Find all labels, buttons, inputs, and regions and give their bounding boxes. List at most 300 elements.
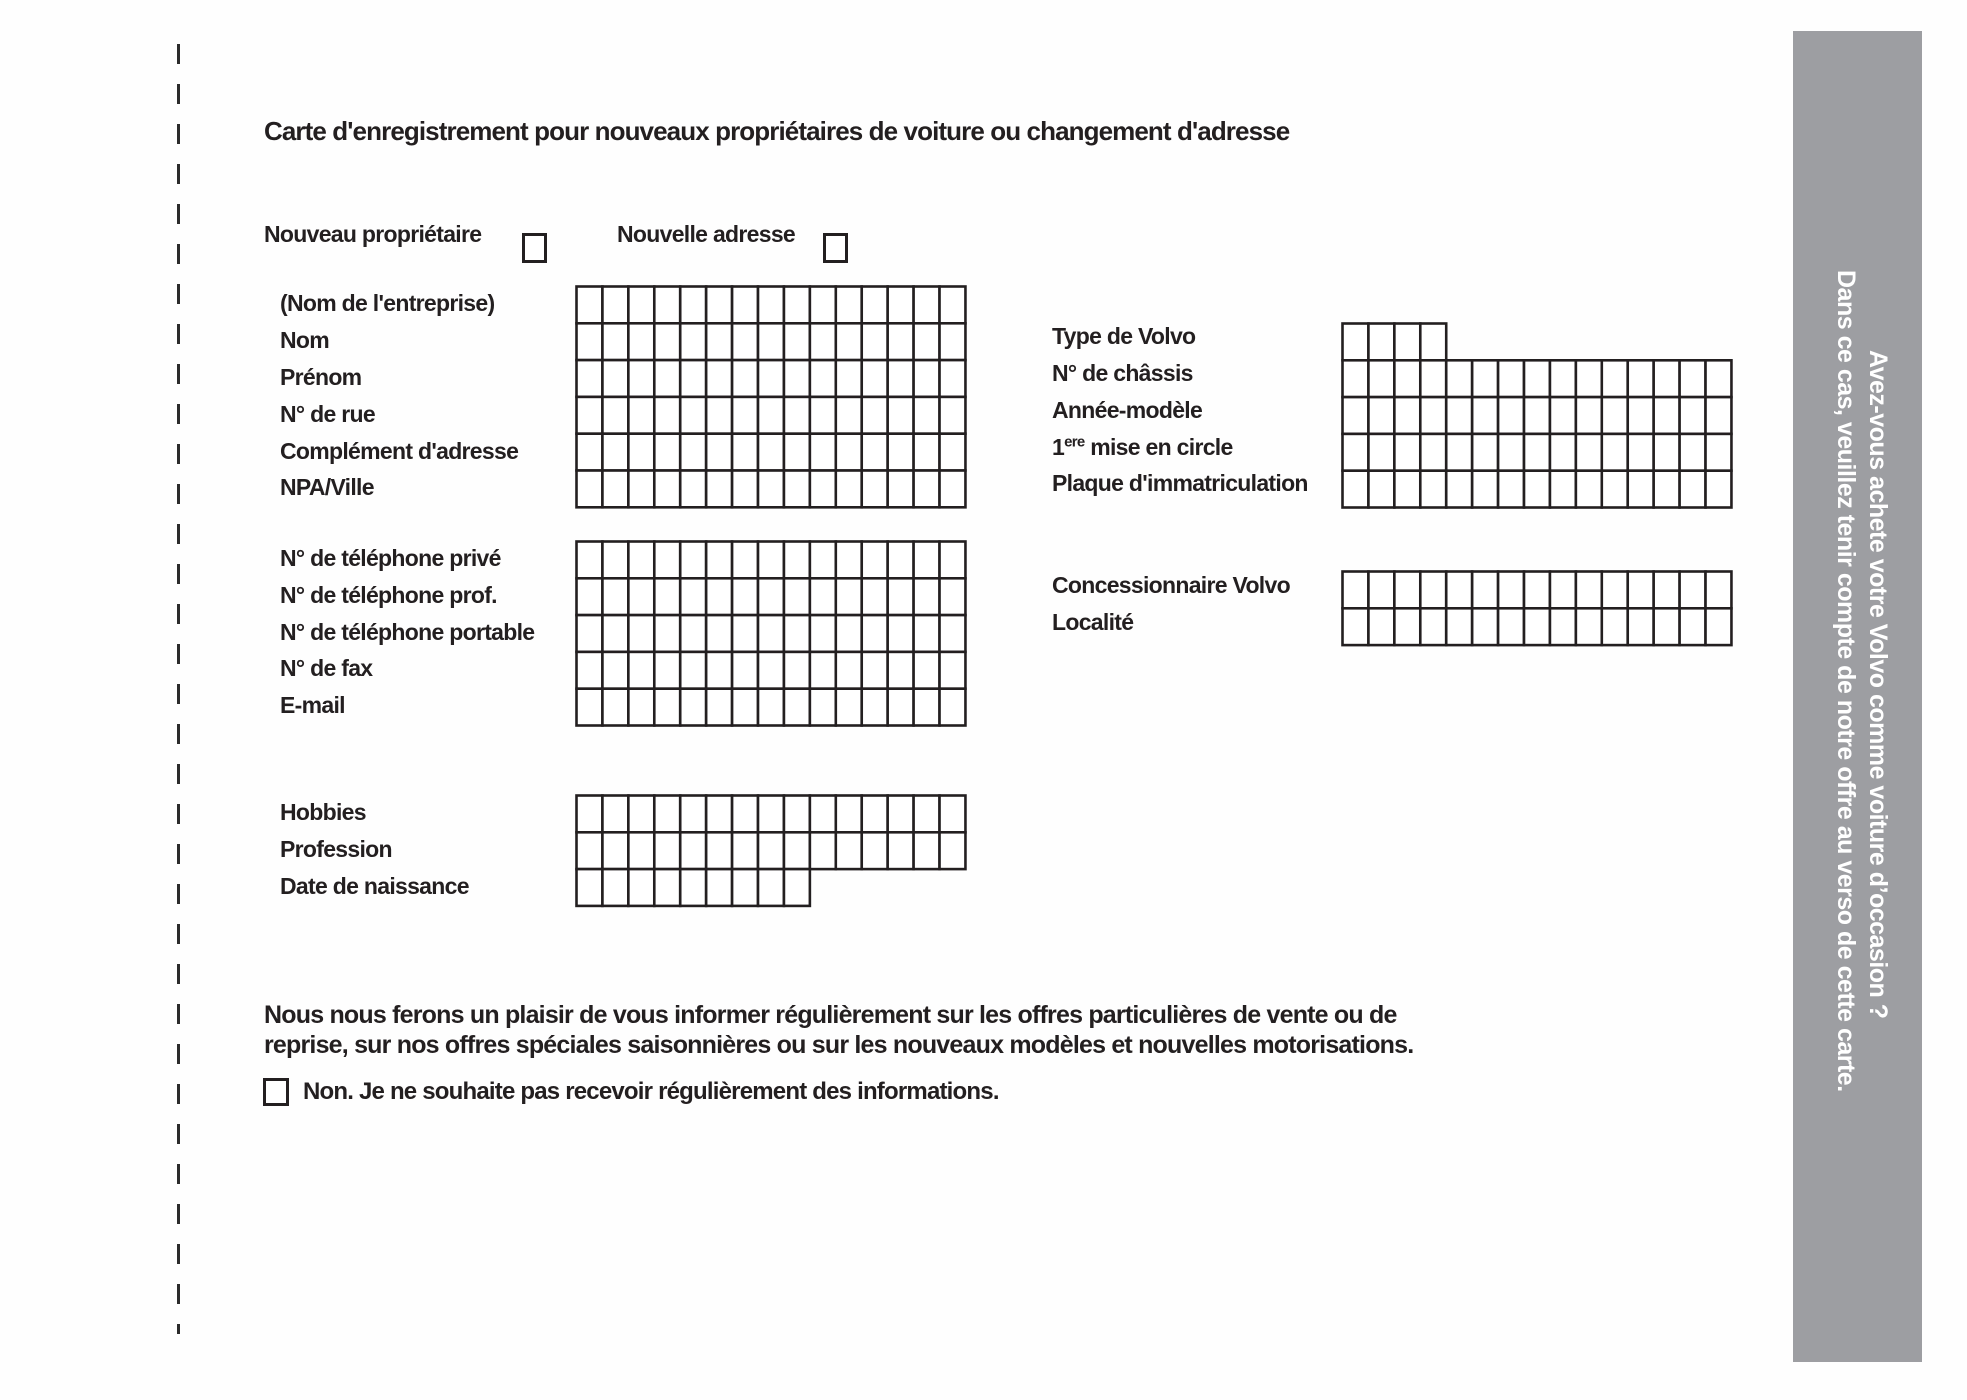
character-box[interactable] — [1628, 360, 1654, 397]
character-box[interactable] — [784, 615, 810, 652]
box-grid[interactable] — [575, 285, 967, 509]
character-box[interactable] — [654, 397, 680, 434]
character-box[interactable] — [1472, 397, 1498, 434]
character-box[interactable] — [706, 471, 732, 508]
character-box[interactable] — [1576, 397, 1602, 434]
character-box[interactable] — [706, 689, 732, 726]
character-box[interactable] — [1706, 434, 1732, 471]
character-box[interactable] — [1628, 471, 1654, 508]
character-box[interactable] — [810, 652, 836, 689]
character-box[interactable] — [914, 287, 940, 324]
character-box[interactable] — [1680, 572, 1706, 609]
character-box[interactable] — [784, 869, 810, 906]
character-box[interactable] — [577, 287, 603, 324]
character-box[interactable] — [577, 434, 603, 471]
character-box[interactable] — [654, 434, 680, 471]
character-box[interactable] — [577, 869, 603, 906]
character-box[interactable] — [888, 796, 914, 833]
character-box[interactable] — [654, 360, 680, 397]
character-box[interactable] — [836, 323, 862, 360]
character-box[interactable] — [836, 542, 862, 579]
character-box[interactable] — [1654, 608, 1680, 645]
character-box[interactable] — [1446, 360, 1472, 397]
character-box[interactable] — [862, 323, 888, 360]
character-box[interactable] — [1602, 572, 1628, 609]
character-box[interactable] — [706, 615, 732, 652]
character-box[interactable] — [1394, 434, 1420, 471]
character-box[interactable] — [1680, 360, 1706, 397]
character-box[interactable] — [732, 689, 758, 726]
character-box[interactable] — [706, 542, 732, 579]
character-box[interactable] — [577, 360, 603, 397]
character-box[interactable] — [758, 471, 784, 508]
character-box[interactable] — [1654, 434, 1680, 471]
character-box[interactable] — [732, 397, 758, 434]
character-box[interactable] — [836, 652, 862, 689]
character-box[interactable] — [706, 434, 732, 471]
character-box[interactable] — [628, 652, 654, 689]
character-box[interactable] — [784, 796, 810, 833]
character-box[interactable] — [888, 689, 914, 726]
character-box[interactable] — [628, 360, 654, 397]
character-box[interactable] — [810, 360, 836, 397]
character-box[interactable] — [888, 578, 914, 615]
character-box[interactable] — [810, 434, 836, 471]
character-box[interactable] — [1394, 471, 1420, 508]
character-box[interactable] — [940, 578, 966, 615]
character-box[interactable] — [732, 542, 758, 579]
character-box[interactable] — [654, 323, 680, 360]
character-box[interactable] — [680, 869, 706, 906]
character-box[interactable] — [940, 615, 966, 652]
character-box[interactable] — [836, 471, 862, 508]
character-box[interactable] — [1550, 397, 1576, 434]
new-address-checkbox[interactable] — [823, 233, 848, 263]
character-box[interactable] — [654, 578, 680, 615]
character-box[interactable] — [654, 832, 680, 869]
character-box[interactable] — [1654, 471, 1680, 508]
dealer-grid[interactable] — [1341, 570, 1733, 647]
character-box[interactable] — [1498, 608, 1524, 645]
character-box[interactable] — [888, 832, 914, 869]
character-box[interactable] — [758, 287, 784, 324]
box-grid[interactable] — [575, 540, 967, 727]
character-box[interactable] — [577, 323, 603, 360]
character-box[interactable] — [1343, 324, 1369, 361]
character-box[interactable] — [1394, 572, 1420, 609]
character-box[interactable] — [1498, 397, 1524, 434]
character-box[interactable] — [654, 689, 680, 726]
character-box[interactable] — [758, 689, 784, 726]
character-box[interactable] — [940, 832, 966, 869]
character-box[interactable] — [577, 652, 603, 689]
character-box[interactable] — [1706, 608, 1732, 645]
contact-grid[interactable] — [575, 540, 967, 727]
character-box[interactable] — [628, 471, 654, 508]
character-box[interactable] — [1472, 434, 1498, 471]
character-box[interactable] — [810, 323, 836, 360]
character-box[interactable] — [1420, 471, 1446, 508]
character-box[interactable] — [888, 397, 914, 434]
character-box[interactable] — [654, 542, 680, 579]
character-box[interactable] — [1420, 397, 1446, 434]
character-box[interactable] — [1628, 608, 1654, 645]
character-box[interactable] — [1343, 434, 1369, 471]
character-box[interactable] — [602, 578, 628, 615]
character-box[interactable] — [810, 615, 836, 652]
character-box[interactable] — [862, 542, 888, 579]
character-box[interactable] — [862, 832, 888, 869]
character-box[interactable] — [836, 360, 862, 397]
character-box[interactable] — [680, 542, 706, 579]
character-box[interactable] — [1680, 397, 1706, 434]
character-box[interactable] — [680, 689, 706, 726]
character-box[interactable] — [680, 397, 706, 434]
character-box[interactable] — [577, 615, 603, 652]
character-box[interactable] — [602, 869, 628, 906]
character-box[interactable] — [1654, 397, 1680, 434]
character-box[interactable] — [810, 578, 836, 615]
character-box[interactable] — [784, 542, 810, 579]
character-box[interactable] — [706, 869, 732, 906]
character-box[interactable] — [1472, 608, 1498, 645]
personal-grid[interactable] — [575, 285, 967, 509]
character-box[interactable] — [680, 471, 706, 508]
character-box[interactable] — [758, 615, 784, 652]
character-box[interactable] — [1420, 360, 1446, 397]
character-box[interactable] — [758, 360, 784, 397]
character-box[interactable] — [680, 434, 706, 471]
character-box[interactable] — [654, 287, 680, 324]
character-box[interactable] — [1524, 572, 1550, 609]
box-grid[interactable] — [1341, 570, 1733, 647]
character-box[interactable] — [654, 652, 680, 689]
character-box[interactable] — [1368, 471, 1394, 508]
character-box[interactable] — [914, 832, 940, 869]
character-box[interactable] — [758, 434, 784, 471]
character-box[interactable] — [940, 397, 966, 434]
character-box[interactable] — [888, 287, 914, 324]
character-box[interactable] — [628, 287, 654, 324]
character-box[interactable] — [654, 796, 680, 833]
character-box[interactable] — [1394, 360, 1420, 397]
character-box[interactable] — [680, 652, 706, 689]
character-box[interactable] — [940, 471, 966, 508]
character-box[interactable] — [1524, 397, 1550, 434]
character-box[interactable] — [784, 360, 810, 397]
character-box[interactable] — [732, 287, 758, 324]
character-box[interactable] — [577, 689, 603, 726]
character-box[interactable] — [784, 287, 810, 324]
character-box[interactable] — [628, 397, 654, 434]
character-box[interactable] — [940, 652, 966, 689]
character-box[interactable] — [1602, 397, 1628, 434]
character-box[interactable] — [732, 615, 758, 652]
character-box[interactable] — [1706, 471, 1732, 508]
character-box[interactable] — [1472, 471, 1498, 508]
character-box[interactable] — [732, 323, 758, 360]
character-box[interactable] — [577, 832, 603, 869]
character-box[interactable] — [810, 832, 836, 869]
character-box[interactable] — [940, 689, 966, 726]
character-box[interactable] — [758, 652, 784, 689]
character-box[interactable] — [862, 397, 888, 434]
character-box[interactable] — [1446, 434, 1472, 471]
character-box[interactable] — [914, 471, 940, 508]
character-box[interactable] — [628, 323, 654, 360]
character-box[interactable] — [1602, 360, 1628, 397]
character-box[interactable] — [602, 615, 628, 652]
character-box[interactable] — [940, 323, 966, 360]
character-box[interactable] — [732, 832, 758, 869]
character-box[interactable] — [1706, 360, 1732, 397]
character-box[interactable] — [1498, 572, 1524, 609]
character-box[interactable] — [888, 360, 914, 397]
character-box[interactable] — [602, 397, 628, 434]
character-box[interactable] — [1368, 572, 1394, 609]
character-box[interactable] — [602, 832, 628, 869]
character-box[interactable] — [602, 287, 628, 324]
character-box[interactable] — [602, 471, 628, 508]
character-box[interactable] — [862, 360, 888, 397]
character-box[interactable] — [628, 578, 654, 615]
character-box[interactable] — [888, 652, 914, 689]
character-box[interactable] — [1628, 397, 1654, 434]
character-box[interactable] — [1576, 360, 1602, 397]
character-box[interactable] — [680, 360, 706, 397]
character-box[interactable] — [1368, 360, 1394, 397]
character-box[interactable] — [784, 397, 810, 434]
character-box[interactable] — [1343, 397, 1369, 434]
character-box[interactable] — [1394, 608, 1420, 645]
character-box[interactable] — [1472, 360, 1498, 397]
character-box[interactable] — [1498, 471, 1524, 508]
character-box[interactable] — [577, 397, 603, 434]
character-box[interactable] — [1706, 397, 1732, 434]
character-box[interactable] — [862, 796, 888, 833]
character-box[interactable] — [602, 542, 628, 579]
character-box[interactable] — [680, 796, 706, 833]
character-box[interactable] — [1550, 434, 1576, 471]
character-box[interactable] — [680, 832, 706, 869]
character-box[interactable] — [1576, 434, 1602, 471]
character-box[interactable] — [914, 323, 940, 360]
character-box[interactable] — [1343, 572, 1369, 609]
character-box[interactable] — [1343, 608, 1369, 645]
character-box[interactable] — [1550, 572, 1576, 609]
character-box[interactable] — [706, 360, 732, 397]
box-grid[interactable] — [575, 794, 967, 908]
character-box[interactable] — [940, 542, 966, 579]
character-box[interactable] — [1550, 471, 1576, 508]
character-box[interactable] — [1368, 608, 1394, 645]
character-box[interactable] — [602, 689, 628, 726]
character-box[interactable] — [1550, 360, 1576, 397]
character-box[interactable] — [836, 397, 862, 434]
character-box[interactable] — [1446, 471, 1472, 508]
character-box[interactable] — [1472, 572, 1498, 609]
character-box[interactable] — [1368, 434, 1394, 471]
character-box[interactable] — [706, 796, 732, 833]
character-box[interactable] — [602, 434, 628, 471]
character-box[interactable] — [810, 397, 836, 434]
character-box[interactable] — [758, 832, 784, 869]
character-box[interactable] — [940, 287, 966, 324]
character-box[interactable] — [1706, 572, 1732, 609]
character-box[interactable] — [732, 471, 758, 508]
character-box[interactable] — [732, 360, 758, 397]
opt-out-checkbox[interactable] — [263, 1078, 289, 1106]
character-box[interactable] — [680, 287, 706, 324]
character-box[interactable] — [784, 832, 810, 869]
character-box[interactable] — [758, 578, 784, 615]
character-box[interactable] — [1446, 608, 1472, 645]
character-box[interactable] — [810, 471, 836, 508]
character-box[interactable] — [628, 542, 654, 579]
character-box[interactable] — [1628, 572, 1654, 609]
character-box[interactable] — [706, 578, 732, 615]
character-box[interactable] — [758, 323, 784, 360]
character-box[interactable] — [628, 869, 654, 906]
character-box[interactable] — [914, 615, 940, 652]
character-box[interactable] — [862, 652, 888, 689]
character-box[interactable] — [1394, 324, 1420, 361]
character-box[interactable] — [1368, 397, 1394, 434]
character-box[interactable] — [914, 397, 940, 434]
character-box[interactable] — [758, 397, 784, 434]
character-box[interactable] — [836, 689, 862, 726]
character-box[interactable] — [654, 471, 680, 508]
character-box[interactable] — [577, 542, 603, 579]
character-box[interactable] — [758, 869, 784, 906]
character-box[interactable] — [1498, 360, 1524, 397]
character-box[interactable] — [1654, 360, 1680, 397]
character-box[interactable] — [1680, 608, 1706, 645]
character-box[interactable] — [914, 434, 940, 471]
character-box[interactable] — [1446, 572, 1472, 609]
character-box[interactable] — [914, 652, 940, 689]
character-box[interactable] — [1576, 572, 1602, 609]
character-box[interactable] — [680, 615, 706, 652]
character-box[interactable] — [862, 615, 888, 652]
character-box[interactable] — [602, 360, 628, 397]
character-box[interactable] — [784, 689, 810, 726]
character-box[interactable] — [1420, 434, 1446, 471]
character-box[interactable] — [784, 652, 810, 689]
character-box[interactable] — [784, 434, 810, 471]
character-box[interactable] — [836, 434, 862, 471]
character-box[interactable] — [602, 796, 628, 833]
character-box[interactable] — [732, 578, 758, 615]
character-box[interactable] — [1420, 324, 1446, 361]
character-box[interactable] — [628, 615, 654, 652]
character-box[interactable] — [810, 689, 836, 726]
character-box[interactable] — [1602, 608, 1628, 645]
character-box[interactable] — [706, 287, 732, 324]
character-box[interactable] — [1524, 471, 1550, 508]
character-box[interactable] — [1680, 434, 1706, 471]
character-box[interactable] — [888, 542, 914, 579]
character-box[interactable] — [706, 832, 732, 869]
character-box[interactable] — [577, 796, 603, 833]
character-box[interactable] — [914, 689, 940, 726]
character-box[interactable] — [732, 434, 758, 471]
character-box[interactable] — [862, 578, 888, 615]
character-box[interactable] — [1628, 434, 1654, 471]
character-box[interactable] — [836, 615, 862, 652]
character-box[interactable] — [914, 578, 940, 615]
character-box[interactable] — [1654, 572, 1680, 609]
character-box[interactable] — [628, 689, 654, 726]
character-box[interactable] — [628, 832, 654, 869]
character-box[interactable] — [628, 796, 654, 833]
character-box[interactable] — [784, 578, 810, 615]
character-box[interactable] — [654, 615, 680, 652]
character-box[interactable] — [732, 869, 758, 906]
character-box[interactable] — [862, 689, 888, 726]
character-box[interactable] — [1602, 471, 1628, 508]
character-box[interactable] — [732, 796, 758, 833]
character-box[interactable] — [1343, 360, 1369, 397]
character-box[interactable] — [940, 434, 966, 471]
character-box[interactable] — [862, 434, 888, 471]
character-box[interactable] — [784, 323, 810, 360]
character-box[interactable] — [862, 287, 888, 324]
character-box[interactable] — [758, 796, 784, 833]
character-box[interactable] — [1602, 434, 1628, 471]
character-box[interactable] — [1343, 471, 1369, 508]
character-box[interactable] — [1394, 397, 1420, 434]
character-box[interactable] — [810, 287, 836, 324]
character-box[interactable] — [914, 796, 940, 833]
character-box[interactable] — [836, 578, 862, 615]
vehicle-grid[interactable] — [1341, 322, 1733, 509]
character-box[interactable] — [1524, 360, 1550, 397]
character-box[interactable] — [706, 397, 732, 434]
character-box[interactable] — [888, 434, 914, 471]
character-box[interactable] — [1524, 608, 1550, 645]
character-box[interactable] — [914, 360, 940, 397]
character-box[interactable] — [758, 542, 784, 579]
character-box[interactable] — [1368, 324, 1394, 361]
character-box[interactable] — [1576, 471, 1602, 508]
character-box[interactable] — [1680, 471, 1706, 508]
character-box[interactable] — [1550, 608, 1576, 645]
character-box[interactable] — [810, 796, 836, 833]
character-box[interactable] — [602, 323, 628, 360]
character-box[interactable] — [706, 652, 732, 689]
character-box[interactable] — [888, 323, 914, 360]
character-box[interactable] — [1524, 434, 1550, 471]
character-box[interactable] — [888, 615, 914, 652]
character-box[interactable] — [862, 471, 888, 508]
character-box[interactable] — [940, 360, 966, 397]
character-box[interactable] — [888, 471, 914, 508]
character-box[interactable] — [732, 652, 758, 689]
character-box[interactable] — [654, 869, 680, 906]
character-box[interactable] — [577, 471, 603, 508]
character-box[interactable] — [680, 323, 706, 360]
character-box[interactable] — [628, 434, 654, 471]
character-box[interactable] — [940, 796, 966, 833]
extra-grid[interactable] — [575, 794, 967, 908]
box-grid[interactable] — [1341, 322, 1733, 509]
character-box[interactable] — [706, 323, 732, 360]
character-box[interactable] — [602, 652, 628, 689]
character-box[interactable] — [1420, 608, 1446, 645]
character-box[interactable] — [810, 542, 836, 579]
character-box[interactable] — [836, 287, 862, 324]
